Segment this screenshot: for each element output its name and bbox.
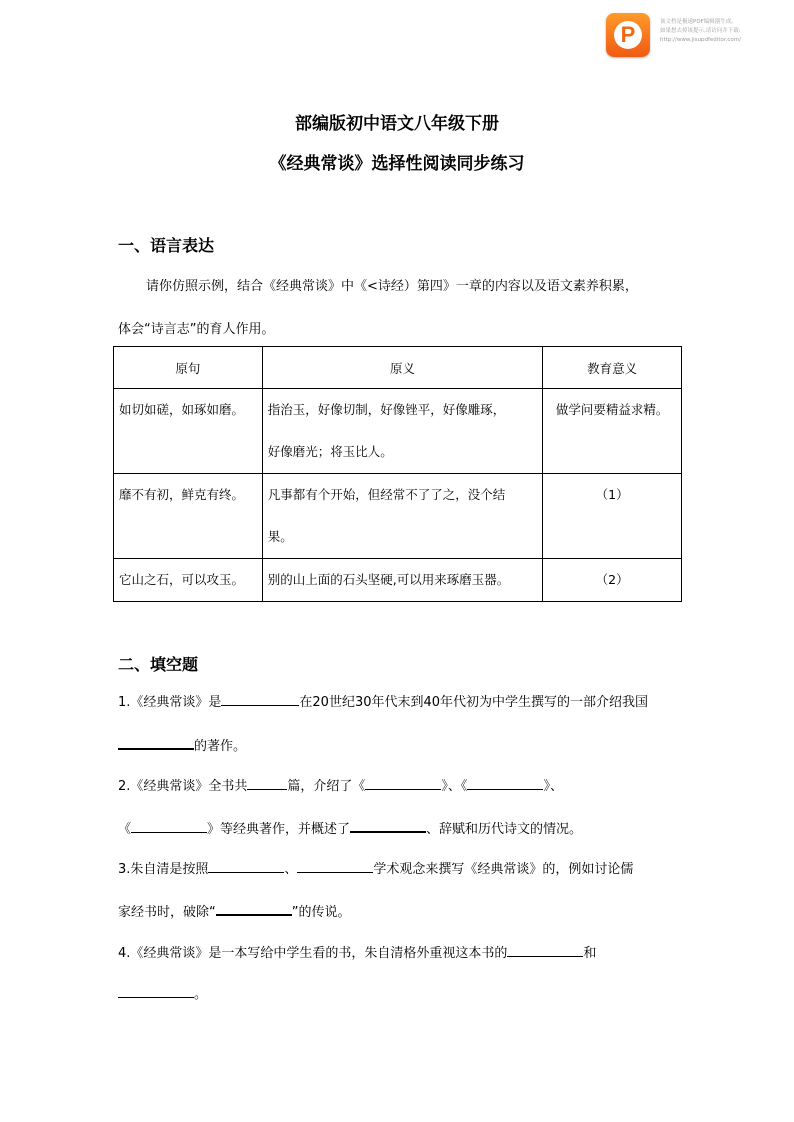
question-4-line-2: 。: [118, 985, 207, 1005]
row-original: 如切如磋，如琢如磨。: [119, 402, 245, 417]
row-meaning-line: 果。: [267, 529, 293, 544]
header-significance: 教育意义: [543, 347, 682, 389]
fill-blank[interactable]: [467, 777, 543, 790]
fill-blank[interactable]: [350, 819, 426, 833]
table-row: [114, 474, 682, 559]
header-meaning: 原义: [262, 347, 542, 389]
row-original: 它山之石，可以攻玉。: [119, 572, 245, 587]
fill-blank[interactable]: [216, 902, 292, 916]
answer-blank-2[interactable]: （2）: [595, 572, 629, 587]
table-row: [114, 559, 682, 602]
fill-blank[interactable]: [221, 693, 299, 706]
table-row: [114, 389, 682, 474]
section-heading-language: 一、语言表达: [118, 236, 215, 255]
question-4-line-1: 4.《经典常谈》是一本写给中学生看的书，朱自清格外重视这本书的 和: [118, 946, 597, 961]
row-significance: 做学问要精益求精。: [555, 402, 669, 417]
instruction-line-2: 体会“诗言志”的育人作用。: [118, 322, 275, 337]
fill-blank[interactable]: [507, 944, 583, 957]
row-meaning-line: 别的山上面的石头坚硬,可以用来琢磨玉器。: [267, 572, 510, 587]
row-meaning-line: 凡事都有个开始，但经常不了了之，没个结: [267, 487, 506, 502]
question-3-line-1: 3.朱自清是按照 、 学术观念来撰写《经典常谈》的，例如讨论儒: [118, 862, 634, 877]
poetry-table: [113, 346, 682, 602]
p-logo-icon: P: [614, 21, 642, 49]
row-meaning-line: 好像磨光；将玉比人。: [267, 444, 393, 459]
fill-blank[interactable]: [118, 985, 194, 998]
row-meaning-line: 指治玉，好像切制，好像锉平，好像雕琢，: [267, 402, 506, 417]
question-2-line-1: 2.《经典常谈》全书共 篇，介绍了《 》、《 》、: [118, 779, 563, 794]
section-heading-fill-in: 二、填空题: [118, 655, 199, 674]
fill-blank[interactable]: [297, 860, 373, 873]
question-1-line-1: 1.《经典常谈》是 在20世纪30年代末到40年代初为中学生撰写的一部介绍我国: [118, 695, 649, 710]
fill-blank[interactable]: [247, 777, 287, 790]
question-1-line-2: 的著作。: [118, 736, 246, 756]
fill-blank[interactable]: [365, 777, 441, 790]
page-title: 部编版初中语文八年级下册: [295, 114, 499, 134]
answer-blank-1[interactable]: （1）: [595, 487, 629, 502]
header-original: 原句: [114, 347, 263, 389]
watermark-text: 该文档是极速PDF编辑器生成, 如果想去掉该提示,请访问并下载: http://www.jisupdfeditor.com/: [660, 19, 741, 43]
fill-blank[interactable]: [131, 820, 207, 833]
fill-blank[interactable]: [118, 736, 194, 750]
pdf-editor-logo: [606, 13, 650, 57]
instruction-line-1: 请你仿照示例，结合《经典常谈》中《<诗经）第四》一章的内容以及语文素养积累，: [146, 279, 638, 294]
question-2-line-2: 《 》等经典著作，并概述了 、辞赋和历代诗文的情况。: [118, 819, 582, 839]
page-subtitle: 《经典常谈》选择性阅读同步练习: [269, 154, 525, 174]
fill-blank[interactable]: [208, 860, 284, 873]
row-original: 靡不有初，鲜克有终。: [119, 487, 245, 502]
question-3-line-2: 家经书时，破除“ ”的传说。: [118, 902, 351, 922]
table-header-row: [114, 347, 682, 389]
